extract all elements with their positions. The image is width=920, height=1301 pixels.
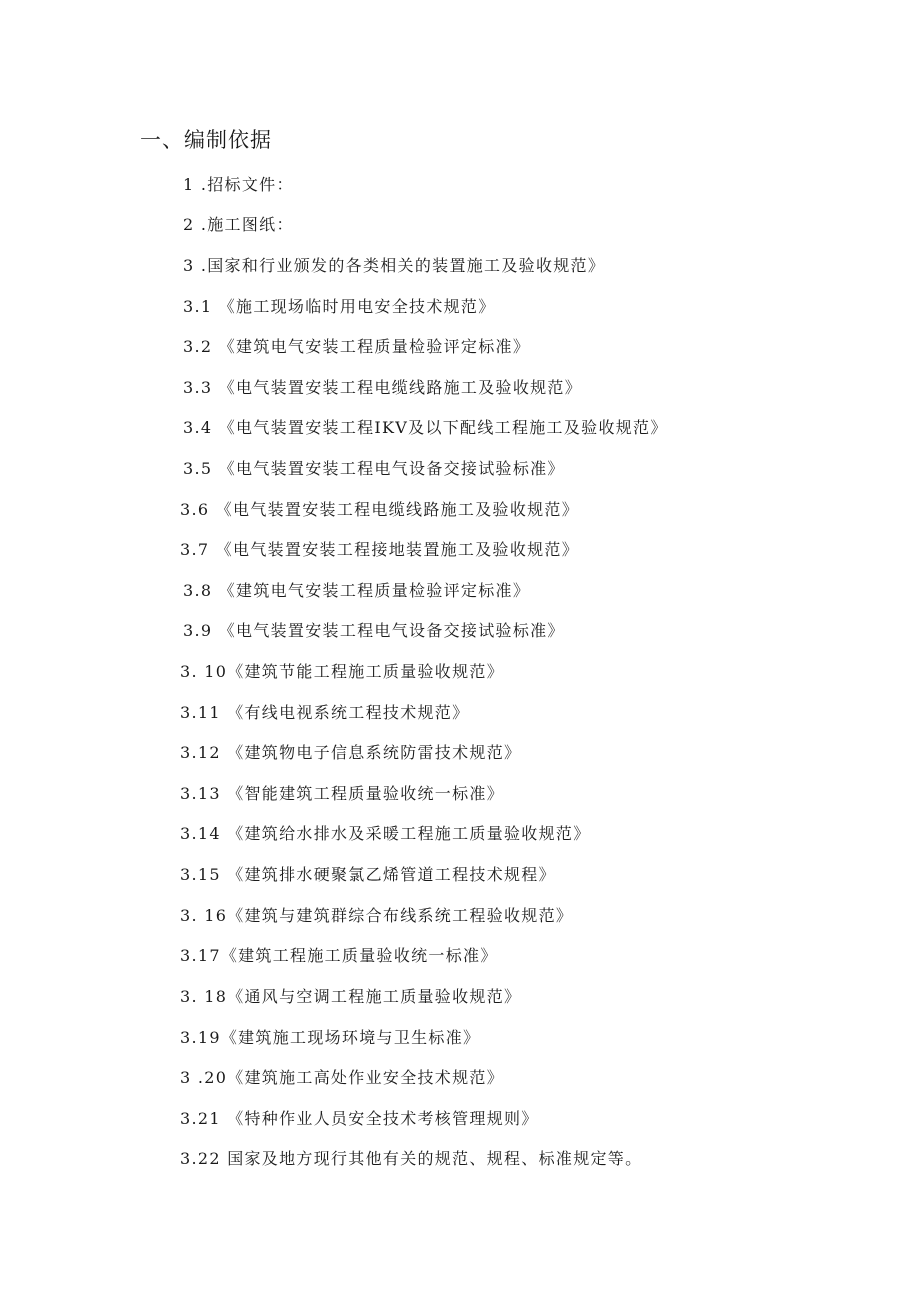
list-item: 3.9 《电气装置安装工程电气设备交接试验标准》	[183, 621, 565, 640]
list-item: 3.7 《电气装置安装工程接地装置施工及验收规范》	[180, 540, 580, 559]
list-item: 3. 16《建筑与建筑群综合布线系统工程验收规范》	[180, 906, 574, 925]
list-item: 3.11 《有线电视系统工程技术规范》	[180, 703, 470, 722]
list-item: 3. 10《建筑节能工程施工质量验收规范》	[180, 662, 505, 681]
list-item: 3.13 《智能建筑工程质量验收统一标准》	[180, 784, 505, 803]
list-item: 3.12 《建筑物电子信息系统防雷技术规范》	[180, 743, 522, 762]
list-item: 3. 18《通风与空调工程施工质量验收规范》	[180, 987, 522, 1006]
list-item: 3.1 《施工现场临时用电安全技术规范》	[183, 297, 496, 316]
list-item: 3.19《建筑施工现场环境与卫生标准》	[180, 1028, 481, 1047]
list-item: 3.4 《电气装置安装工程IKV及以下配线工程施工及验收规范》	[183, 418, 668, 437]
list-item: 2 .施工图纸：	[183, 215, 294, 234]
list-item: 3.5 《电气装置安装工程电气设备交接试验标准》	[183, 459, 565, 478]
list-item: 3.3 《电气装置安装工程电缆线路施工及验收规范》	[183, 378, 583, 397]
list-item: 1 .招标文件：	[183, 175, 294, 194]
list-item: 3 .国家和行业颁发的各类相关的装置施工及验收规范》	[183, 256, 606, 275]
list-item: 3.2 《建筑电气安装工程质量检验评定标准》	[183, 337, 531, 356]
list-item: 3.14 《建筑给水排水及采暖工程施工质量验收规范》	[180, 824, 591, 843]
list-item: 3.21 《特种作业人员安全技术考核管理规则》	[180, 1109, 539, 1128]
list-item: 3.8 《建筑电气安装工程质量检验评定标准》	[183, 581, 531, 600]
list-item: 3.6 《电气装置安装工程电缆线路施工及验收规范》	[180, 500, 580, 519]
section-heading: 一、编制依据	[140, 128, 272, 152]
list-item: 3.15 《建筑排水硬聚氯乙烯管道工程技术规程》	[180, 865, 556, 884]
list-item: 3.22 国家及地方现行其他有关的规范、规程、标准规定等。	[180, 1149, 643, 1168]
list-item: 3 .20《建筑施工高处作业安全技术规范》	[180, 1068, 505, 1087]
list-item: 3.17《建筑工程施工质量验收统一标准》	[180, 946, 498, 965]
